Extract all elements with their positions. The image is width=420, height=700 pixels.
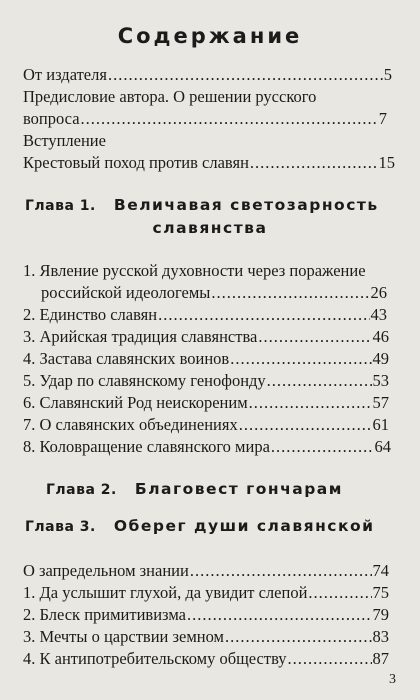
- toc-entry: [23, 626, 389, 648]
- chapter-3-label: Глава 3.: [25, 519, 96, 535]
- toc-entry: [23, 436, 391, 458]
- toc-entry-page: 15: [378, 153, 395, 172]
- toc-entry-text: российской идеологемы: [41, 283, 211, 302]
- toc-entry-text: 2. Единство славян: [23, 305, 158, 324]
- toc-entry-text: 1. Явление русской духовности через поражение: [23, 261, 366, 280]
- toc-entry: [23, 560, 389, 582]
- toc-entry: [23, 152, 395, 174]
- toc-leader-dots: [258, 326, 371, 348]
- toc-entry: [23, 414, 389, 436]
- toc-entry-text: вопроса: [23, 109, 80, 128]
- toc-entry-page: 53: [372, 371, 389, 390]
- chapter-1-label: Глава 1.: [25, 198, 96, 214]
- toc-leader-dots: [267, 370, 372, 392]
- toc-entry-page: 43: [370, 305, 387, 324]
- toc-entry-page: 74: [372, 561, 389, 580]
- toc-entry: [41, 282, 387, 304]
- toc-leader-dots: [249, 392, 372, 414]
- chapter-2-title: Благовест гончарам: [134, 480, 343, 498]
- toc-leader-dots: [225, 626, 372, 648]
- toc-entry: [23, 348, 389, 370]
- toc-leader-dots: [211, 282, 369, 304]
- toc-entry-text: Вступление: [23, 131, 106, 150]
- toc-entry-text: От издателя: [23, 65, 107, 84]
- page-title: Содержание: [117, 24, 303, 48]
- toc-leader-dots: [250, 152, 378, 174]
- chapter-1-heading: [25, 194, 397, 218]
- toc-entry-page: 26: [370, 283, 387, 302]
- toc-leader-dots: [239, 414, 372, 436]
- toc-leader-dots: [81, 108, 378, 130]
- toc-entry-text: О запредельном знании: [23, 561, 189, 580]
- toc-entry: [23, 604, 389, 626]
- toc-entry-text: 3. Арийская традиция славянства: [23, 327, 258, 346]
- toc-leader-dots: [187, 604, 372, 626]
- toc-entry-text: 1. Да услышит глухой, да увидит слепой: [23, 583, 308, 602]
- toc-leader-dots: [308, 582, 371, 604]
- toc-entry-page: 79: [372, 605, 389, 624]
- toc-entry-text: 3. Мечты о царствии земном: [23, 627, 224, 646]
- toc-entry-text: 4. Застава славянских воинов: [23, 349, 230, 368]
- toc-entry-page: 87: [372, 649, 389, 668]
- toc-entry: [23, 326, 389, 348]
- toc-leader-dots: [108, 64, 383, 86]
- chapter-2-label: Глава 2.: [46, 482, 117, 498]
- toc-leader-dots: [271, 436, 374, 458]
- chapter-2-heading: [46, 478, 418, 502]
- chapter-1-title-cont: славянства: [152, 219, 268, 237]
- toc-entry-page: 64: [374, 437, 391, 456]
- toc-entry: [23, 304, 387, 326]
- toc-entry-page: 7: [378, 109, 387, 128]
- toc-entry-page: 83: [372, 627, 389, 646]
- toc-entry-text: 5. Удар по славянскому генофонду: [23, 371, 266, 390]
- toc-entry-text: 6. Славянский Род неискореним: [23, 393, 248, 412]
- toc-entry-page: 61: [372, 415, 389, 434]
- toc-entry-page: 5: [383, 65, 392, 84]
- toc-entry-text: Предисловие автора. О решении русского: [23, 87, 317, 106]
- toc-leader-dots: [190, 560, 372, 582]
- toc-entry: [23, 108, 387, 130]
- toc-entry-text: Крестовый поход против славян: [23, 153, 249, 172]
- toc-entry-page: 49: [372, 349, 389, 368]
- toc-entry-page: 75: [372, 583, 389, 602]
- toc-entry: [23, 582, 389, 604]
- chapter-1-title: Величавая светозарность: [113, 196, 379, 214]
- toc-entry: [23, 370, 389, 392]
- toc-entry-page: 46: [372, 327, 389, 346]
- toc-entry-text: 4. К антипотребительскому обществу: [23, 649, 287, 668]
- toc-entry-page: 57: [372, 393, 389, 412]
- page-number: 3: [389, 672, 396, 687]
- chapter-3-heading: [25, 515, 397, 539]
- toc-entry-text: 8. Коловращение славянского мира: [23, 437, 270, 456]
- chapter-3-title: Оберег души славянской: [113, 517, 375, 535]
- toc-entry-text: 7. О славянских объединениях: [23, 415, 238, 434]
- toc-leader-dots: [230, 348, 371, 370]
- toc-entry: [23, 64, 392, 86]
- toc-entry-text: 2. Блеск примитивизма: [23, 605, 186, 624]
- toc-entry: [23, 648, 389, 670]
- toc-entry: [23, 392, 389, 414]
- toc-leader-dots: [158, 304, 369, 326]
- toc-leader-dots: [288, 648, 372, 670]
